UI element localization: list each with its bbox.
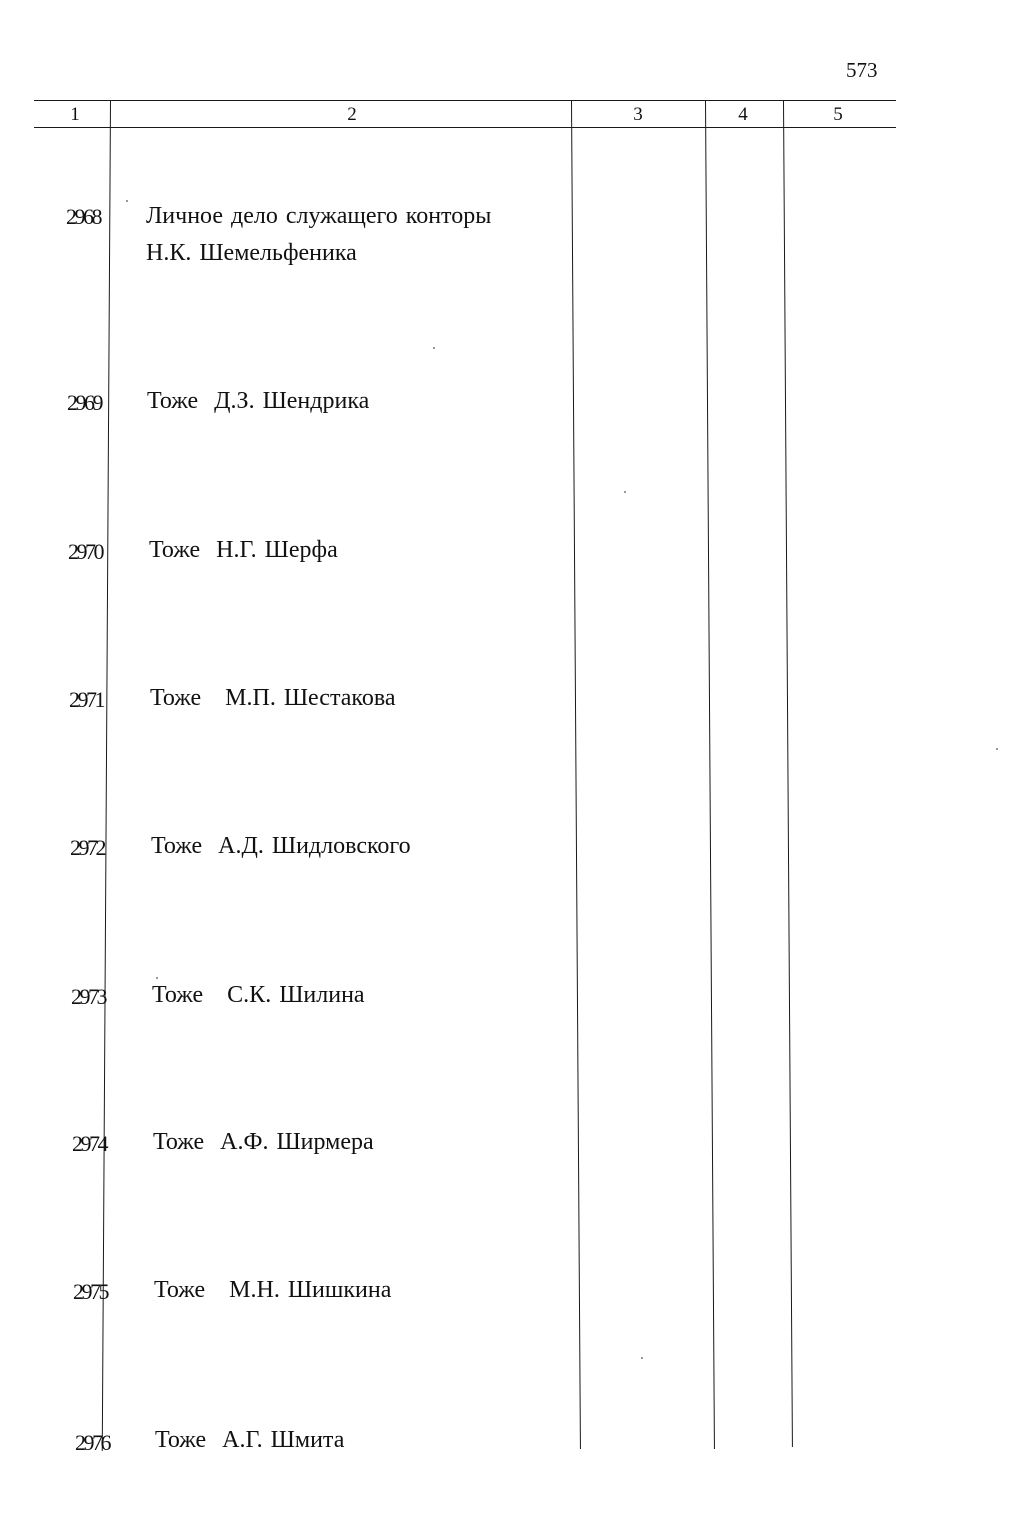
column-divider-2-3 <box>571 101 581 1449</box>
column-divider-1-2 <box>102 101 111 1451</box>
row-number: 2972 <box>70 835 104 860</box>
row-description: Тоже А.Г. Шмита <box>155 1427 345 1453</box>
row-number: 2975 <box>73 1279 107 1304</box>
row-description: Тоже Д.З. Шендрика <box>147 388 370 414</box>
scan-speck <box>156 977 158 979</box>
row-description: Тоже А.Д. Шидловского <box>151 833 411 859</box>
row-number: 2973 <box>71 984 105 1009</box>
column-header-1: 1 <box>70 104 80 125</box>
row-description: Тоже М.П. Шестакова <box>150 685 396 711</box>
scan-speck <box>433 347 435 349</box>
scan-speck <box>641 1357 643 1359</box>
row-description: Тоже Н.Г. Шерфа <box>149 537 338 563</box>
row-description: Тоже А.Ф. Ширмера <box>153 1129 374 1155</box>
row-number: 2970 <box>68 539 102 564</box>
column-divider-4-5 <box>783 101 793 1447</box>
row-number: 2974 <box>72 1131 106 1156</box>
column-header-2: 2 <box>347 104 357 125</box>
scan-speck <box>624 491 626 493</box>
row-number: 2971 <box>69 687 103 712</box>
row-description: Тоже С.К. Шилина <box>152 982 365 1008</box>
row-number: 2976 <box>75 1430 109 1455</box>
row-description: Личное дело служащего конторы Н.К. Шемельфеника <box>146 203 492 266</box>
table-header-rule <box>34 127 896 128</box>
column-header-4: 4 <box>738 104 748 125</box>
table-top-rule <box>34 100 896 101</box>
row-number: 2968 <box>66 204 100 229</box>
row-description: Тоже М.Н. Шишкина <box>154 1277 392 1303</box>
row-number: 2969 <box>67 390 101 415</box>
column-header-3: 3 <box>633 104 643 125</box>
page-number: 573 <box>846 58 878 82</box>
scan-speck <box>126 200 128 202</box>
column-divider-3-4 <box>705 101 715 1449</box>
column-header-5: 5 <box>833 104 843 125</box>
scan-speck <box>996 748 998 750</box>
